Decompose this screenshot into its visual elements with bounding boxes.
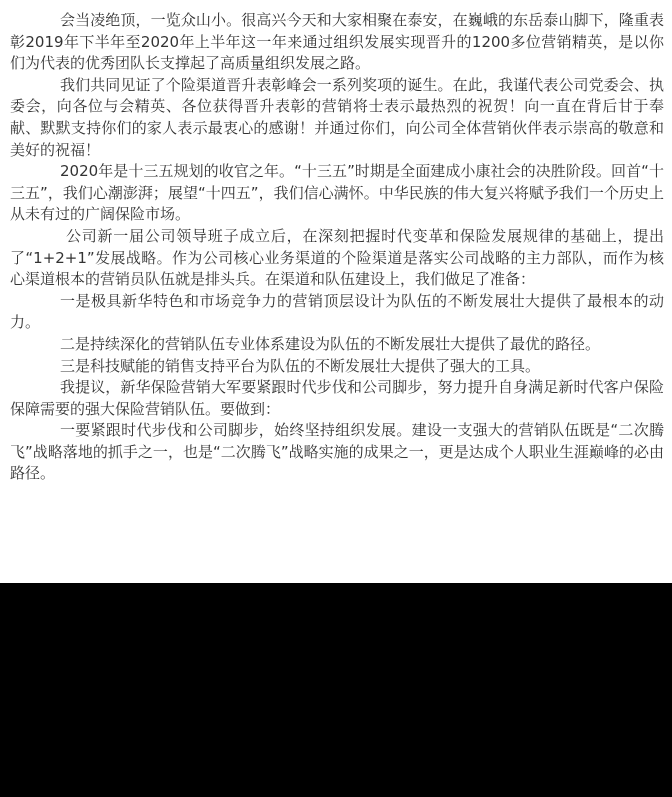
paragraph-strategy: 公司新一届公司领导班子成立后，在深刻把握时代变革和保险发展规律的基础上，提出了“1+2+1”发展战略。作为公司核心业务渠道的个险渠道是落实公司战略的主力部队，而作为核心渠道根本的营销员队伍就是排头兵。在渠道和队伍建设上，我们做足了准备： — [10, 226, 664, 289]
paragraph-opening: 会当凌绝顶，一览众山小。很高兴今天和大家相聚在泰安，在巍峨的东岳泰山脚下，隆重表彰2019年下半年至2020年上半年这一年来通过组织发展实现晋升的1200多位营销精英，是以你们为代表的优秀团队长支撑起了高质量组织发展之路。 — [10, 11, 664, 73]
paragraph-congratulations: 我们共同见证了个险渠道晋升表彰峰会一系列奖项的诞生。在此，我谨代表公司党委会、执委会，向各位与会精英、各位获得晋升表彰的营销将士表示最热烈的祝贺！向一直在背后甘于奉献、默默支持你们的家人表示最衷心的感谢！并通过你们，向公司全体营销伙伴表示崇高的敬意和美好的祝福！ — [10, 75, 664, 159]
paragraph-point-two: 二是持续深化的营销队伍专业体系建设为队伍的不断发展壮大提供了最优的路径。 — [60, 334, 601, 353]
paragraph-requirement-one: 一要紧跟时代步伐和公司脚步，始终坚持组织发展。建设一支强大的营销队伍既是“二次腾飞”战略落地的抓手之一，也是“二次腾飞”战略实施的成果之一，更是达成个人职业生涯巅峰的必由路径。 — [10, 421, 664, 483]
paragraph-point-one: 一是极具新华特色和市场竞争力的营销顶层设计为队伍的不断发展壮大提供了最根本的动力。 — [10, 291, 664, 332]
paragraph-point-three: 三是科技赋能的销售支持平台为队伍的不断发展壮大提供了强大的工具。 — [60, 356, 541, 375]
paragraph-proposal: 我提议，新华保险营销大军要紧跟时代步伐和公司脚步，努力提升自身满足新时代客户保险保障需要的强大保险营销队伍。要做到： — [10, 378, 664, 418]
paragraph-2020-summary: 2020年是十三五规划的收官之年。“十三五”时期是全面建成小康社会的决胜阶段。回首“十三五”，我们心潮澎湃；展望“十四五”，我们信心满怀。中华民族的伟大复兴将赋予我们一个历史上从未有过的广阔保险市场。 — [10, 162, 664, 224]
